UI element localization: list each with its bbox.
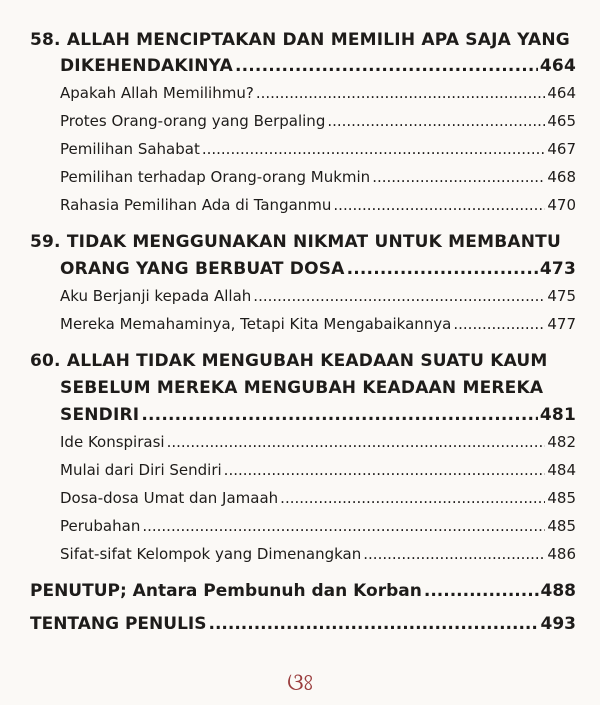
toc-item[interactable]: Pemilihan Sahabat ..... 467 [60, 140, 576, 158]
closing-entry-tentang-penulis[interactable]: TENTANG PENULIS ..... 493 [30, 614, 576, 634]
dot-leader [327, 112, 545, 130]
dot-leader [224, 461, 546, 479]
closing-entry-penutup[interactable]: PENUTUP; Antara Pembunuh dan Korban ..... 488 [30, 581, 576, 601]
ornament-icon: ଓଃ [287, 668, 313, 696]
dot-leader [253, 287, 545, 305]
toc-item[interactable]: Ide Konspirasi ..... 482 [60, 433, 576, 451]
dot-leader [333, 196, 545, 214]
toc-item[interactable]: Protes Orang-orang yang Berpaling ..... 465 [60, 112, 576, 130]
dot-leader [208, 614, 538, 634]
toc-item[interactable]: Dosa-dosa Umat dan Jamaah ..... 485 [60, 489, 576, 507]
toc-item[interactable]: Perubahan ..... 485 [60, 517, 576, 535]
dot-leader [141, 405, 538, 425]
dot-leader [256, 84, 546, 102]
toc-item[interactable]: Mereka Memahaminya, Tetapi Kita Mengabaikannya ..... 477 [60, 315, 576, 333]
chapter-60-title-line-1: 60. ALLAH TIDAK MENGUBAH KEADAAN SUATU KAUM [30, 351, 548, 371]
toc-item[interactable]: Aku Berjanji kepada Allah ..... 475 [60, 287, 576, 305]
page-number: 481 [539, 405, 576, 425]
chapter-59-title-line-1: 59. TIDAK MENGGUNAKAN NIKMAT UNTUK MEMBANTU [30, 232, 561, 252]
page-number: 464 [539, 56, 576, 76]
chapter-59-title-line-2: ORANG YANG BERBUAT DOSA [60, 259, 345, 279]
chapter-60-title-line-2: SEBELUM MEREKA MENGUBAH KEADAAN MEREKA [60, 378, 544, 398]
dot-leader [363, 545, 545, 563]
dot-leader [167, 433, 546, 451]
toc-item[interactable]: Rahasia Pemilihan Ada di Tanganmu ..... 470 [60, 196, 576, 214]
chapter-58-entry[interactable] [60, 56, 576, 76]
dot-leader [280, 489, 545, 507]
chapter-60-entry[interactable] [60, 405, 576, 425]
toc-item[interactable]: Mulai dari Diri Sendiri ..... 484 [60, 461, 576, 479]
dot-leader [372, 168, 545, 186]
chapter-59-entry[interactable] [60, 259, 576, 279]
dot-leader [202, 140, 546, 158]
dot-leader [142, 517, 545, 535]
chapter-58-title-line-1: 58. ALLAH MENCIPTAKAN DAN MEMILIH APA SAJA YANG [30, 30, 570, 50]
chapter-60-title-line-3: SENDIRI [60, 405, 140, 425]
toc-item[interactable]: Apakah Allah Memilihmu? ..... 464 [60, 84, 576, 102]
toc-item[interactable]: Sifat-sifat Kelompok yang Dimenangkan ..... 486 [60, 545, 576, 563]
dot-leader [424, 581, 539, 601]
dot-leader [235, 56, 538, 76]
dot-leader [347, 259, 538, 279]
dot-leader [453, 315, 545, 333]
page-number: 473 [539, 259, 576, 279]
toc-item[interactable]: Pemilihan terhadap Orang-orang Mukmin ..... 468 [60, 168, 576, 186]
chapter-58-title-line-2: DIKEHENDAKINYA [60, 56, 233, 76]
